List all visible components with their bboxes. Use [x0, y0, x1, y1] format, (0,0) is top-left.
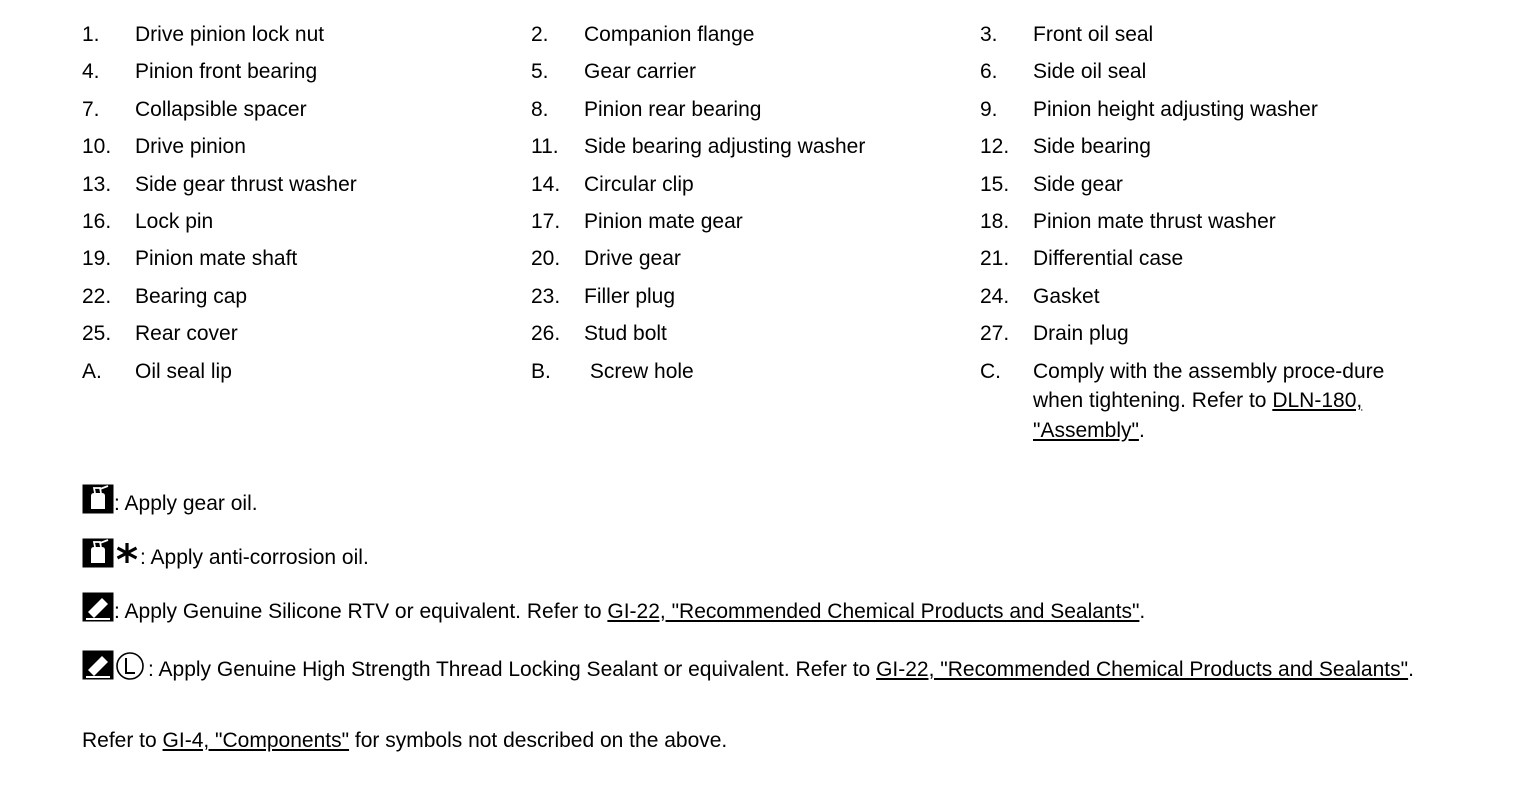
gear-oil-text: : Apply gear oil. — [114, 492, 258, 515]
footer-before: Refer to — [82, 729, 163, 752]
legend-item-label: Circular clip — [584, 172, 694, 196]
legend-row — [82, 244, 1442, 281]
legend-item-number: 11. — [531, 135, 559, 159]
legend-row-letters — [82, 357, 1442, 447]
legend-item-number: 27. — [980, 322, 1010, 346]
legend-item-letter: B. — [531, 359, 551, 383]
legend-item-number: 21. — [980, 247, 1010, 271]
legend-item-label: Drive pinion lock nut — [135, 23, 325, 46]
thread-lock-note — [82, 650, 1422, 691]
legend-item-number: 8. — [531, 97, 549, 121]
legend-item-number: 16. — [82, 209, 112, 233]
anti-corrosion-note — [82, 538, 369, 577]
legend-row — [82, 132, 1442, 169]
legend-item-label: Companion flange — [584, 23, 755, 46]
silicone-text: : Apply Genuine Silicone RTV or equivalent. Refer to — [114, 600, 608, 623]
legend-item-number: 22. — [82, 284, 112, 308]
legend-item-label: Side bearing adjusting washer — [584, 135, 866, 159]
legend-row — [82, 57, 1442, 94]
parts-legend — [82, 20, 1442, 447]
legend-item-label: Side gear thrust washer — [135, 172, 357, 196]
legend-item-label: Drive pinion — [135, 135, 246, 159]
legend-item-label: Oil seal lip — [135, 359, 232, 383]
legend-c-text: Comply with the assembly proce-dure when tightening. Refer to — [1033, 359, 1385, 413]
legend-item-label: Gear carrier — [584, 60, 697, 84]
legend-item-label: Screw hole — [584, 359, 694, 383]
thread-lock-after: . — [1408, 658, 1414, 681]
legend-item-label — [1033, 357, 1418, 446]
legend-item-label: Side bearing — [1033, 135, 1151, 159]
thread-lock-text: : Apply Genuine High Strength Thread Locking Sealant or equivalent. Refer to — [148, 658, 877, 681]
legend-row — [82, 319, 1442, 356]
anti-corrosion-text: : Apply anti-corrosion oil. — [140, 546, 369, 569]
legend-item-label: Pinion mate shaft — [135, 247, 298, 271]
dln-180-link[interactable]: DLN-180, "Assembly" — [1033, 389, 1363, 442]
legend-item-number: 17. — [531, 209, 561, 233]
legend-item-label: Stud bolt — [584, 322, 667, 346]
silicone-note — [82, 592, 1145, 631]
sealant-tube-locking-icon — [82, 650, 148, 691]
legend-row — [82, 282, 1442, 319]
legend-item-number: 7. — [82, 97, 100, 121]
legend-item-label: Pinion rear bearing — [584, 97, 762, 121]
legend-item-label: Pinion height adjusting washer — [1033, 97, 1318, 121]
legend-item-number: 18. — [980, 209, 1010, 233]
oil-can-icon — [82, 484, 114, 523]
legend-item-number: 25. — [82, 322, 112, 346]
legend-row — [82, 95, 1442, 132]
legend-item-label: Pinion front bearing — [135, 60, 318, 84]
legend-item-number: 3. — [980, 23, 998, 46]
gi-22-link-silicone[interactable]: GI-22, "Recommended Chemical Products and Sealants" — [607, 600, 1140, 623]
legend-item-label: Pinion mate thrust washer — [1033, 209, 1276, 233]
legend-item-label: Lock pin — [135, 209, 214, 233]
legend-item-label: Gasket — [1033, 284, 1100, 308]
legend-item-number: 24. — [980, 284, 1010, 308]
legend-item-number: 14. — [531, 172, 561, 196]
legend-item-number: 5. — [531, 60, 549, 84]
legend-item-label: Pinion mate gear — [584, 209, 743, 233]
legend-row — [82, 170, 1442, 207]
sealant-tube-icon — [82, 592, 114, 631]
legend-item-label: Differential case — [1033, 247, 1184, 271]
legend-item-number: 15. — [980, 172, 1010, 196]
legend-item-letter: A. — [82, 359, 102, 383]
legend-item-number: 10. — [82, 135, 112, 159]
gi-22-link-thread-lock[interactable]: GI-22, "Recommended Chemical Products and Sealants" — [876, 658, 1409, 681]
legend-item-label: Front oil seal — [1033, 23, 1154, 46]
legend-item-label: Rear cover — [135, 322, 238, 346]
gear-oil-note — [82, 484, 258, 523]
legend-row — [82, 20, 1442, 57]
legend-item-label: Side oil seal — [1033, 60, 1147, 84]
legend-item-letter: C. — [980, 359, 1001, 383]
legend-item-number: 13. — [82, 172, 112, 196]
legend-c-after: . — [1138, 418, 1145, 442]
legend-item-number: 19. — [82, 247, 112, 271]
legend-item-number: 2. — [531, 23, 549, 46]
legend-item-label: Filler plug — [584, 284, 676, 308]
legend-item-number: 26. — [531, 322, 561, 346]
legend-item-label: Drive gear — [584, 247, 681, 271]
gi-4-link[interactable]: GI-4, "Components" — [162, 729, 350, 752]
legend-item-number: 9. — [980, 97, 998, 121]
legend-row — [82, 207, 1442, 244]
oil-can-star-icon — [82, 538, 140, 577]
legend-item-label: Collapsible spacer — [135, 97, 307, 121]
legend-item-number: 12. — [980, 135, 1010, 159]
legend-item-number: 4. — [82, 60, 100, 84]
legend-item-label: Bearing cap — [135, 284, 248, 308]
silicone-after: . — [1139, 600, 1146, 623]
legend-item-number: 1. — [82, 23, 100, 46]
legend-item-number: 23. — [531, 284, 561, 308]
legend-item-label: Drain plug — [1033, 322, 1129, 346]
legend-item-label: Side gear — [1033, 172, 1123, 196]
footer-note — [82, 726, 727, 756]
legend-item-number: 20. — [531, 247, 561, 271]
footer-after: for symbols not described on the above. — [349, 729, 728, 752]
legend-item-number: 6. — [980, 60, 998, 84]
